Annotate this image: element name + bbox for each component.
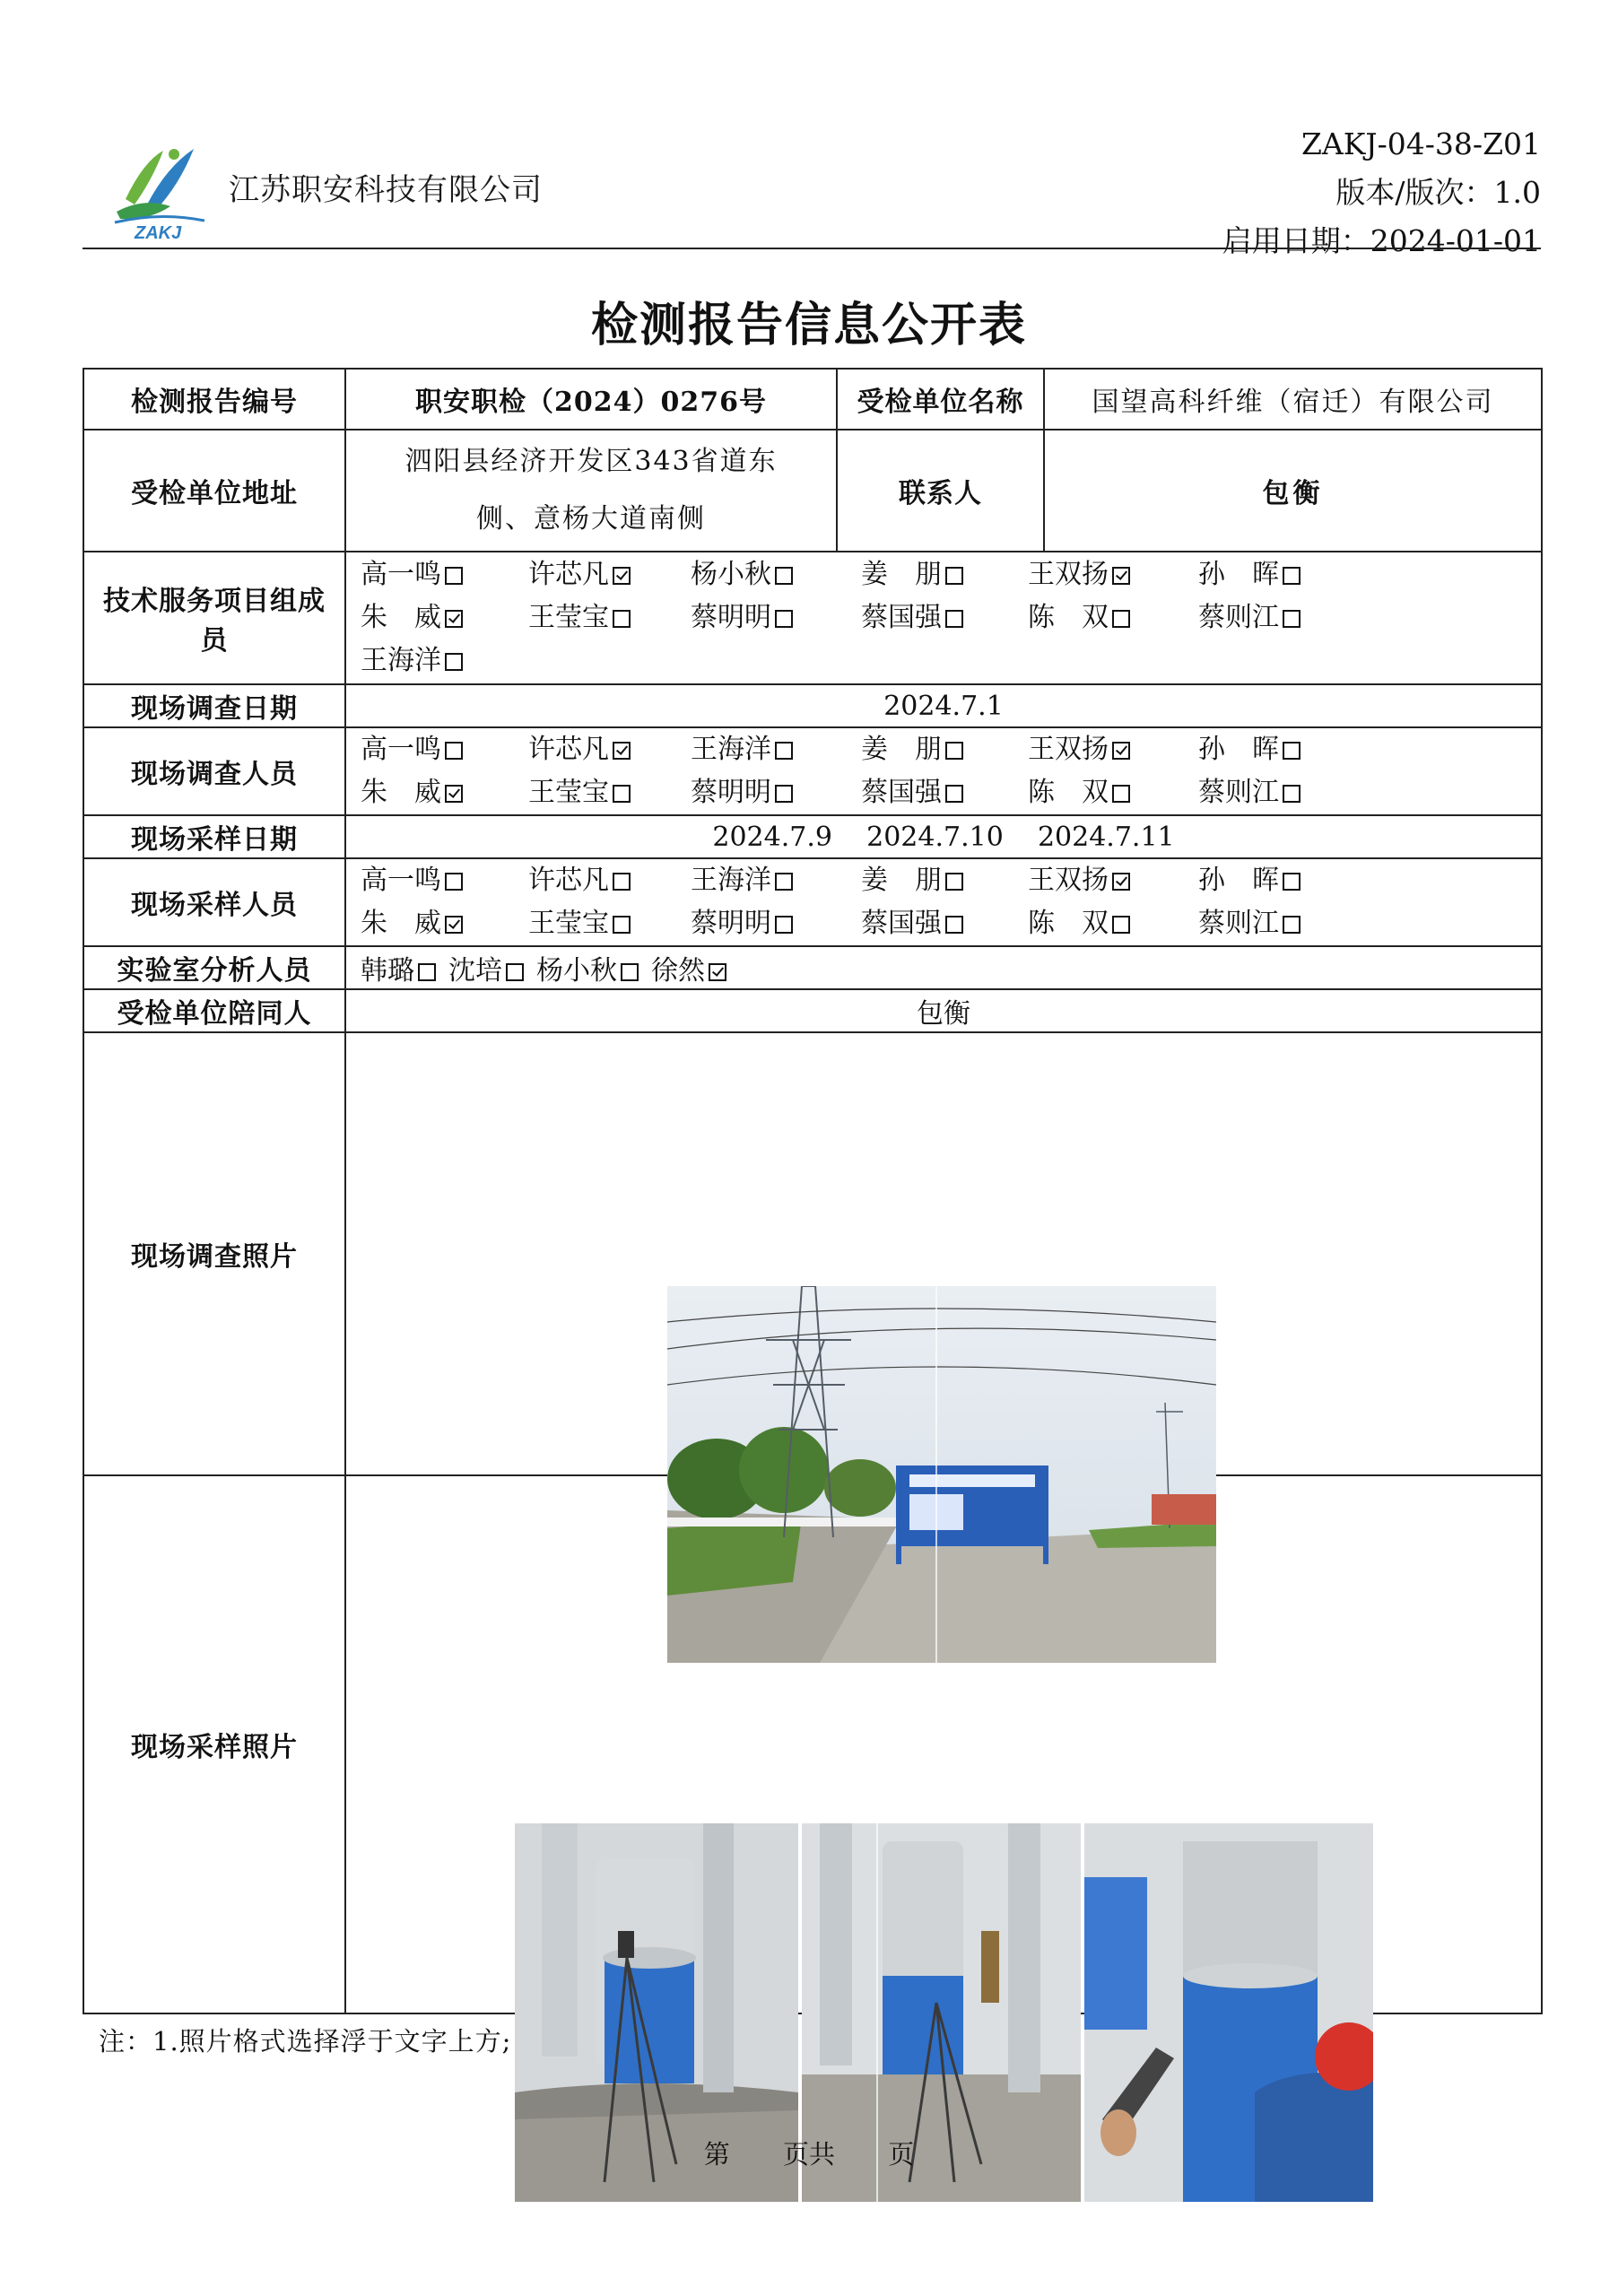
unchecked-box-icon[interactable] xyxy=(775,610,793,628)
staff-entry xyxy=(536,955,639,987)
unchecked-box-icon[interactable] xyxy=(1283,916,1300,934)
staff-entry xyxy=(361,904,528,944)
unchecked-box-icon[interactable] xyxy=(613,916,631,934)
staff-entry xyxy=(528,730,691,770)
contact-label: 联系人 xyxy=(837,430,1044,552)
staff-entry xyxy=(528,598,691,638)
report-no-value: 职安职检（2024）0276号 xyxy=(345,369,837,430)
staff-name: 高一鸣 xyxy=(361,734,441,765)
page-total-label: 页共 xyxy=(782,2139,835,2170)
unchecked-box-icon[interactable] xyxy=(418,963,436,981)
checked-box-icon[interactable] xyxy=(445,785,463,803)
checked-box-icon[interactable] xyxy=(445,916,463,934)
unchecked-box-icon[interactable] xyxy=(775,567,793,585)
staff-entry xyxy=(1028,861,1198,900)
staff-name: 王莹宝 xyxy=(528,777,609,808)
unchecked-box-icon[interactable] xyxy=(945,916,963,934)
staff-name: 高一鸣 xyxy=(361,865,441,896)
staff-name: 朱 威 xyxy=(361,908,441,939)
staff-entry xyxy=(361,773,528,813)
unchecked-box-icon[interactable] xyxy=(621,963,639,981)
staff-name: 王双扬 xyxy=(1028,734,1109,765)
staff-name: 王双扬 xyxy=(1028,559,1109,590)
page-label: 第 xyxy=(703,2139,730,2170)
doc-version: 版本/版次：1.0 xyxy=(1335,175,1541,210)
staff-name: 孙 晖 xyxy=(1198,865,1279,896)
staff-name: 陈 双 xyxy=(1028,602,1109,633)
staff-name: 许芯凡 xyxy=(528,734,609,765)
row-survey-date xyxy=(83,684,1542,727)
unchecked-box-icon[interactable] xyxy=(445,567,463,585)
staff-entry xyxy=(691,598,861,638)
unchecked-box-icon[interactable] xyxy=(506,963,524,981)
staff-entry xyxy=(861,773,1028,813)
staff-name: 许芯凡 xyxy=(528,865,609,896)
unit-name-label: 受检单位名称 xyxy=(837,369,1044,430)
survey-site-photo xyxy=(667,1286,1216,1663)
contact-value: 包衡 xyxy=(1044,430,1542,552)
survey-staff-label: 现场调查人员 xyxy=(83,727,345,815)
staff-name: 沈培 xyxy=(448,955,502,987)
unchecked-box-icon[interactable] xyxy=(613,873,631,891)
doc-effective-date: 启用日期：2024-01-01 xyxy=(1222,223,1541,258)
staff-entry xyxy=(1028,555,1198,595)
staff-entry xyxy=(691,730,861,770)
unchecked-box-icon[interactable] xyxy=(1112,916,1130,934)
staff-name: 蔡明明 xyxy=(691,908,771,939)
row-survey-staff xyxy=(83,727,1542,815)
unchecked-box-icon[interactable] xyxy=(775,742,793,760)
staff-entry xyxy=(448,955,524,987)
staff-entry xyxy=(528,861,691,900)
tech-team-grid xyxy=(357,555,1530,681)
row-sampling-staff xyxy=(83,858,1542,946)
staff-entry xyxy=(1028,598,1198,638)
staff-entry xyxy=(691,861,861,900)
staff-name: 陈 双 xyxy=(1028,908,1109,939)
sampling-date-label: 现场采样日期 xyxy=(83,815,345,858)
staff-entry xyxy=(1028,730,1198,770)
staff-entry xyxy=(1198,773,1351,813)
unchecked-box-icon[interactable] xyxy=(775,785,793,803)
logo-text: ZAKJ xyxy=(135,223,182,242)
staff-entry xyxy=(528,555,691,595)
checked-box-icon[interactable] xyxy=(1112,567,1130,585)
staff-name: 王莹宝 xyxy=(528,908,609,939)
staff-name: 姜 朋 xyxy=(861,865,942,896)
unchecked-box-icon[interactable] xyxy=(1283,873,1300,891)
unchecked-box-icon[interactable] xyxy=(945,785,963,803)
staff-name: 蔡国强 xyxy=(861,777,942,808)
unchecked-box-icon[interactable] xyxy=(613,610,631,628)
header-divider xyxy=(83,248,1541,249)
row-escort xyxy=(83,989,1542,1032)
page-header xyxy=(83,117,1541,258)
escort-label: 受检单位陪同人 xyxy=(83,989,345,1032)
unchecked-box-icon[interactable] xyxy=(945,610,963,628)
company-logo-icon xyxy=(108,135,211,242)
staff-name: 蔡国强 xyxy=(861,908,942,939)
doc-code: ZAKJ-04-38-Z01 xyxy=(1301,126,1541,161)
unchecked-box-icon[interactable] xyxy=(775,873,793,891)
staff-entry xyxy=(1028,904,1198,944)
unchecked-box-icon[interactable] xyxy=(945,873,963,891)
staff-entry xyxy=(361,555,528,595)
staff-name: 王海洋 xyxy=(361,645,441,676)
staff-entry xyxy=(1028,773,1198,813)
staff-entry xyxy=(1198,555,1351,595)
row-report-number xyxy=(83,369,1542,430)
sampling-photo-label: 现场采样照片 xyxy=(83,1475,345,2013)
sampling-staff-label: 现场采样人员 xyxy=(83,858,345,946)
checked-box-icon[interactable] xyxy=(613,567,631,585)
unchecked-box-icon[interactable] xyxy=(945,742,963,760)
staff-entry xyxy=(651,955,726,987)
lab-staff-label: 实验室分析人员 xyxy=(83,946,345,989)
staff-entry xyxy=(361,598,528,638)
checked-box-icon[interactable] xyxy=(709,963,726,981)
escort-value: 包衡 xyxy=(345,989,1542,1032)
address-label: 受检单位地址 xyxy=(83,430,345,552)
staff-name: 蔡则江 xyxy=(1198,602,1279,633)
address-line-2: 侧、意杨大道南侧 xyxy=(476,503,706,535)
checked-box-icon[interactable] xyxy=(613,742,631,760)
staff-name: 蔡明明 xyxy=(691,602,771,633)
footnote: 注：1.照片格式选择浮于文字上方; xyxy=(99,2026,512,2057)
staff-entry xyxy=(861,555,1028,595)
sampling-staff-grid xyxy=(357,861,1530,944)
unchecked-box-icon[interactable] xyxy=(1283,567,1300,585)
staff-entry xyxy=(861,904,1028,944)
sampling-date-value: 2024.7.9 2024.7.10 2024.7.11 xyxy=(345,815,1542,858)
staff-entry xyxy=(691,555,861,595)
tech-team-label: 技术服务项目组成员 xyxy=(83,552,345,684)
unchecked-box-icon[interactable] xyxy=(775,916,793,934)
staff-name: 姜 朋 xyxy=(861,559,942,590)
unchecked-box-icon[interactable] xyxy=(1112,785,1130,803)
staff-entry xyxy=(361,641,528,681)
report-no-label: 检测报告编号 xyxy=(83,369,345,430)
staff-name: 王双扬 xyxy=(1028,865,1109,896)
unchecked-box-icon[interactable] xyxy=(1112,610,1130,628)
staff-name: 杨小秋 xyxy=(536,955,617,987)
company-name: 江苏职安科技有限公司 xyxy=(229,172,543,208)
unit-name-value: 国望高科纤维（宿迁）有限公司 xyxy=(1044,369,1542,430)
checked-box-icon[interactable] xyxy=(1112,873,1130,891)
unchecked-box-icon[interactable] xyxy=(945,567,963,585)
page-end-label: 页 xyxy=(888,2139,915,2170)
address-value xyxy=(345,430,837,552)
unchecked-box-icon[interactable] xyxy=(445,873,463,891)
unchecked-box-icon[interactable] xyxy=(445,653,463,671)
staff-name: 孙 晖 xyxy=(1198,559,1279,590)
staff-name: 杨小秋 xyxy=(691,559,771,590)
checked-box-icon[interactable] xyxy=(1112,742,1130,760)
staff-name: 王莹宝 xyxy=(528,602,609,633)
staff-name: 陈 双 xyxy=(1028,777,1109,808)
survey-photo-label: 现场调查照片 xyxy=(83,1032,345,1475)
staff-entry xyxy=(361,955,436,987)
unchecked-box-icon[interactable] xyxy=(1283,785,1300,803)
staff-name: 蔡明明 xyxy=(691,777,771,808)
staff-entry xyxy=(861,861,1028,900)
survey-staff-grid xyxy=(357,730,1530,813)
unchecked-box-icon[interactable] xyxy=(1283,610,1300,628)
page-footer xyxy=(0,2135,1618,2171)
row-lab-staff xyxy=(83,946,1542,989)
checked-box-icon[interactable] xyxy=(445,610,463,628)
staff-name: 蔡则江 xyxy=(1198,908,1279,939)
row-sampling-date xyxy=(83,815,1542,858)
report-info-table xyxy=(83,368,1543,2014)
staff-entry xyxy=(691,904,861,944)
staff-entry xyxy=(1198,730,1351,770)
staff-entry xyxy=(528,904,691,944)
unchecked-box-icon[interactable] xyxy=(445,742,463,760)
staff-name: 许芯凡 xyxy=(528,559,609,590)
staff-name: 姜 朋 xyxy=(861,734,942,765)
staff-name: 王海洋 xyxy=(691,734,771,765)
staff-name: 蔡国强 xyxy=(861,602,942,633)
staff-name: 高一鸣 xyxy=(361,559,441,590)
staff-name: 徐然 xyxy=(651,955,705,987)
staff-entry xyxy=(361,861,528,900)
staff-entry xyxy=(1198,904,1351,944)
row-survey-photo xyxy=(83,1032,1542,1475)
lab-staff-list xyxy=(357,948,1530,987)
staff-name: 朱 威 xyxy=(361,602,441,633)
staff-entry xyxy=(1198,861,1351,900)
staff-name: 朱 威 xyxy=(361,777,441,808)
staff-name: 孙 晖 xyxy=(1198,734,1279,765)
page-title: 检测报告信息公开表 xyxy=(590,298,1027,352)
address-line-1: 泗阳县经济开发区343省道东 xyxy=(404,446,778,477)
survey-date-value: 2024.7.1 xyxy=(345,684,1542,727)
staff-name: 蔡则江 xyxy=(1198,777,1279,808)
staff-entry xyxy=(361,730,528,770)
survey-date-label: 现场调查日期 xyxy=(83,684,345,727)
unchecked-box-icon[interactable] xyxy=(1283,742,1300,760)
staff-entry xyxy=(528,773,691,813)
document-info xyxy=(1222,120,1541,265)
staff-entry xyxy=(861,730,1028,770)
staff-entry xyxy=(1198,598,1351,638)
row-tech-team xyxy=(83,552,1542,684)
staff-entry xyxy=(861,598,1028,638)
row-address xyxy=(83,430,1542,552)
staff-name: 王海洋 xyxy=(691,865,771,896)
unchecked-box-icon[interactable] xyxy=(613,785,631,803)
staff-name: 韩璐 xyxy=(361,955,414,987)
staff-entry xyxy=(691,773,861,813)
